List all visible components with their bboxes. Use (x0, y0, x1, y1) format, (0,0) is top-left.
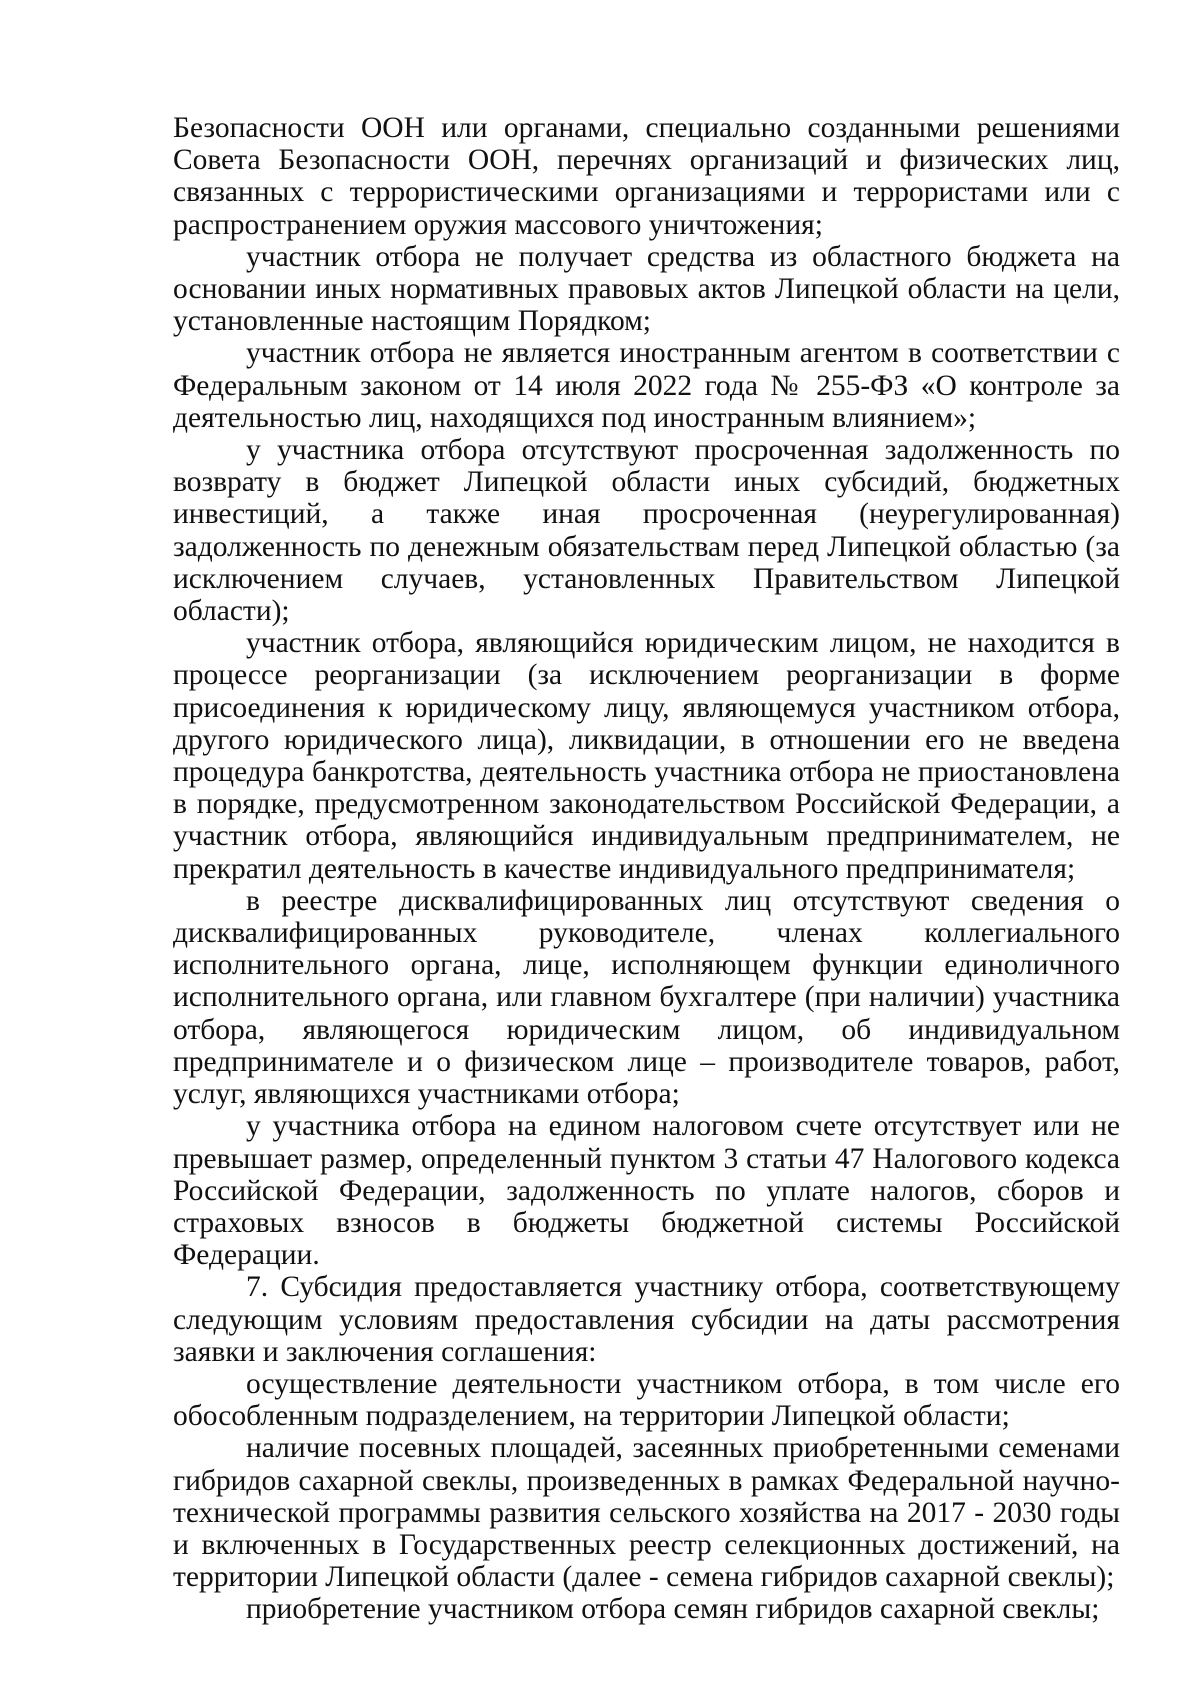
paragraph-no-regional-budget-funds: участник отбора не получает средства из областного бюджета на основании иных нормативных правовых актов Липецкой области на цели, установленные настоящим Порядком; (173, 240, 1120, 338)
document-body (173, 112, 1120, 1626)
paragraph-tax-debt: у участника отбора на едином налоговом счете отсутствует или не превышает размер, определенный пунктом 3 статьи 47 Налогового кодекса Российской Федерации, задолженность по уплате налогов, сборов и страховых взносов в бюджеты бюджетной системы Российской Федерации. (173, 1110, 1120, 1272)
paragraph-sown-areas-sugar-beet: наличие посевных площадей, засеянных приобретенными семенами гибридов сахарной свеклы, произведенных в рамках Федеральной научно-технической программы развития сельского хозяйства на 2017 - 2030 годы и включенных в Государственных реестр селекционных достижений, на территории Липецкой области (далее - семена гибридов сахарной свеклы); (173, 1432, 1120, 1594)
paragraph-item-7-subsidy-conditions: 7. Субсидия предоставляется участнику отбора, соответствующему следующим условиям предоставления субсидии на даты рассмотрения заявки и заключения соглашения: (173, 1271, 1120, 1368)
paragraph-no-overdue-debt: у участника отбора отсутствуют просроченная задолженность по возврату в бюджет Липецкой области иных субсидий, бюджетных инвестиций, а также иная просроченная (неурегулированная) задолженность по денежным обязательствам перед Липецкой областью (за исключением случаев, установленных Правительством Липецкой области); (173, 434, 1120, 628)
paragraph-not-foreign-agent: участник отбора не является иностранным агентом в соответствии с Федеральным законом от 14 июля 2022 года № 255-ФЗ «О контроле за деятельностью лиц, находящихся под иностранным влиянием»; (173, 337, 1120, 434)
paragraph-no-reorganization: участник отбора, являющийся юридическим лицом, не находится в процессе реорганизации (за исключением реорганизации в форме присоединения к юридическому лицу, являющемуся участником отбора, другого юридического лица), ликвидации, в отношении его не введена процедура банкротства, деятельность участника отбора не приостановлена в порядке, предусмотренном законодательством Российской Федерации, а участник отбора, являющийся индивидуальным предпринимателем, не прекратил деятельность в качестве индивидуального предпринимателя; (173, 627, 1120, 885)
paragraph-activity-in-lipetsk-region: осуществление деятельности участником отбора, в том числе его обособленным подразделением, на территории Липецкой области; (173, 1367, 1120, 1433)
paragraph-seed-purchase: приобретение участником отбора семян гибридов сахарной свеклы; (246, 1593, 1100, 1626)
paragraph-disqualified-persons-registry: в реестре дисквалифицированных лиц отсутствуют сведения о дисквалифицированных руководителе, членах коллегиального исполнительного органа, лице, исполняющем функции единоличного исполнительного органа, или главном бухгалтере (при наличии) участника отбора, являющегося юридическим лицом, об индивидуальном предпринимателе и о физическом лице – производителе товаров, работ, услуг, являющихся участниками отбора; (173, 884, 1120, 1111)
paragraph-un-security-council-lists: Безопасности ООН или органами, специально созданными решениями Совета Безопасности ООН, перечнях организаций и физических лиц, связанных с террористическими организациями и террористами или с распространением оружия массового уничтожения; (173, 112, 1120, 241)
